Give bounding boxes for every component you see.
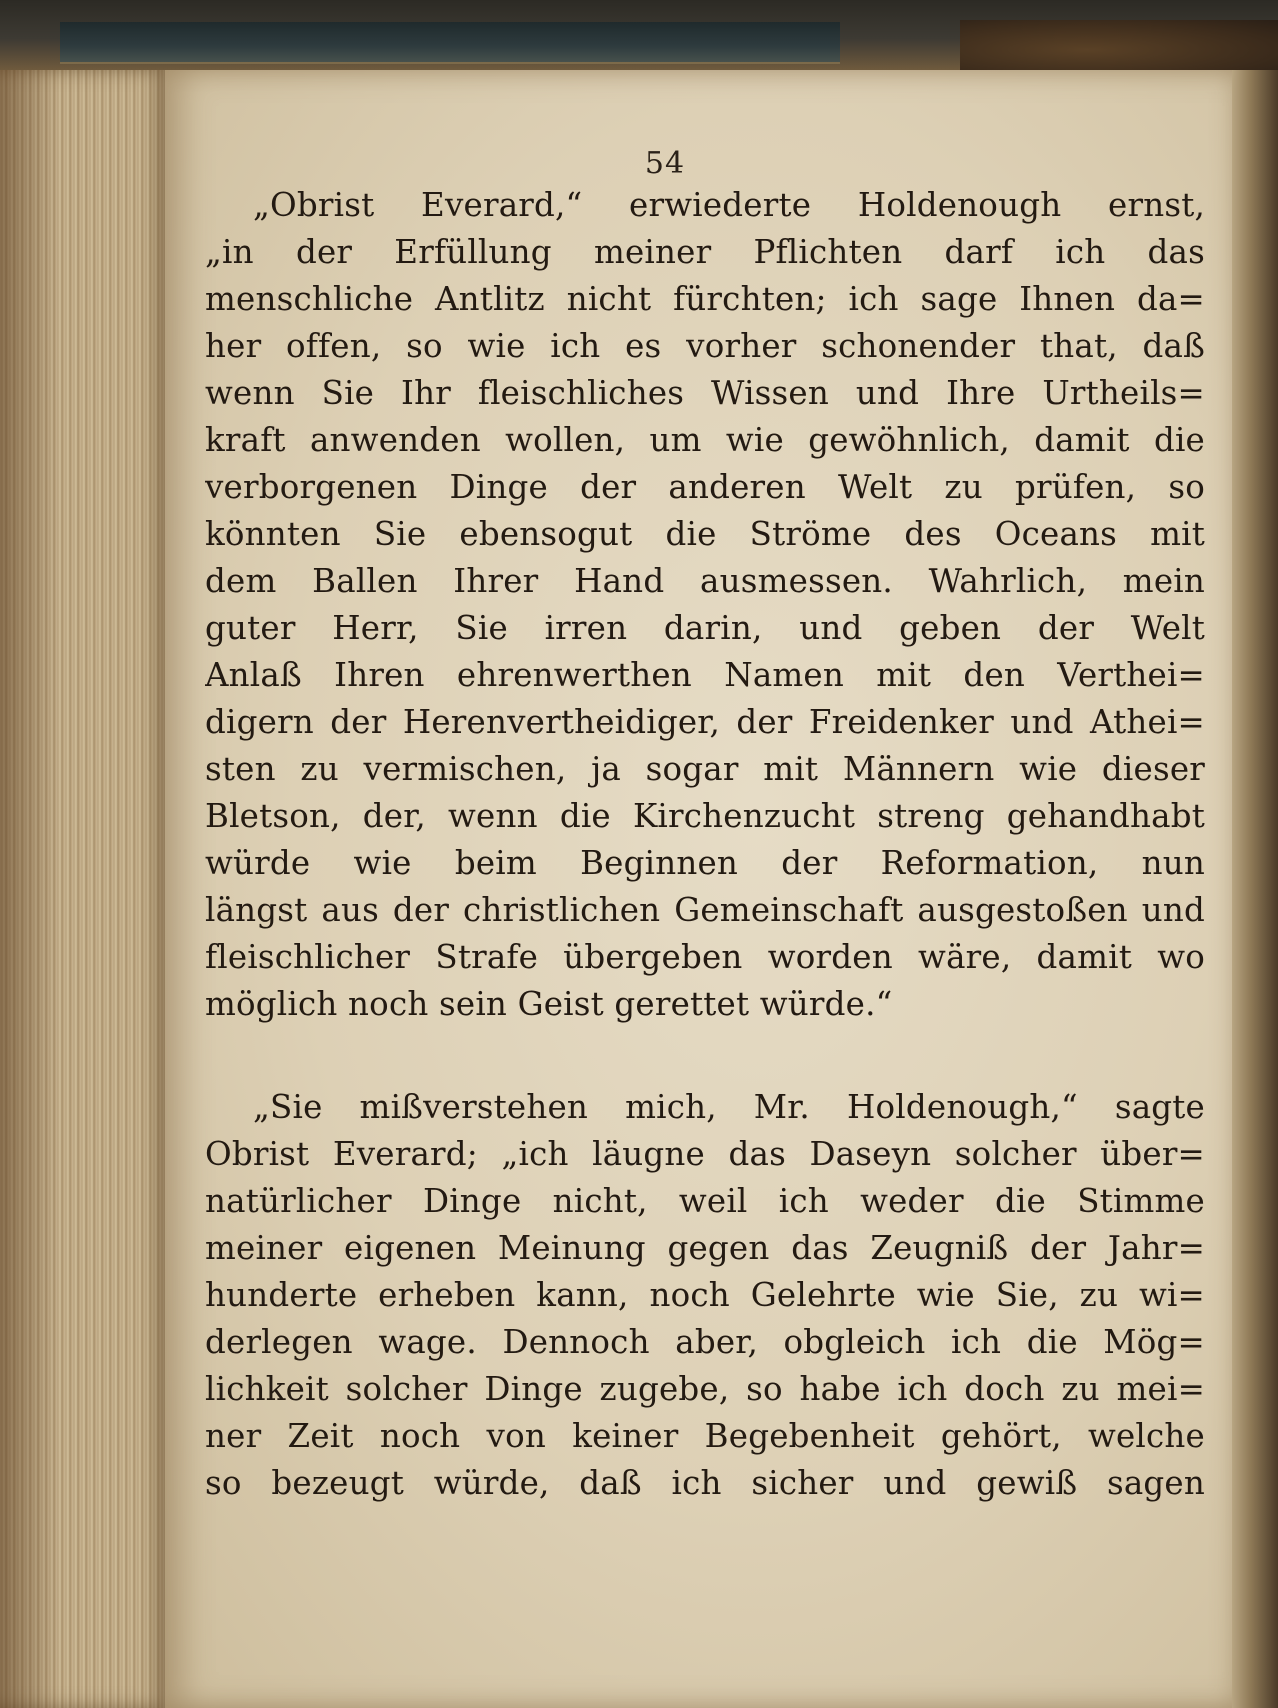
text-line: so bezeugt würde, daß ich sicher und gewiß sagen (205, 1464, 1205, 1502)
text-line: menschliche Antlitz nicht fürchten; ich sage Ihnen da= (205, 280, 1205, 318)
binding-leather (960, 20, 1278, 70)
binding-tape (60, 22, 840, 64)
text-line: fleischlicher Strafe übergeben worden wäre, damit wo (205, 938, 1205, 976)
text-line: guter Herr, Sie irren darin, und geben der Welt (205, 609, 1205, 647)
text-line: Obrist Everard; „ich läugne das Daseyn solcher über= (205, 1135, 1205, 1173)
text-line: lichkeit solcher Dinge zugebe, so habe ich doch zu mei= (205, 1370, 1205, 1408)
text-line: Bletson, der, wenn die Kirchenzucht streng gehandhabt (205, 797, 1205, 835)
paragraph-gap (205, 1028, 1205, 1084)
text-line: wenn Sie Ihr fleischliches Wissen und Ihre Urtheils= (205, 374, 1205, 412)
text-line: längst aus der christlichen Gemeinschaft ausgestoßen und (205, 891, 1205, 929)
text-line: ner Zeit noch von keiner Begebenheit gehört, welche (205, 1417, 1205, 1455)
text-line: „in der Erfüllung meiner Pflichten darf ich das (205, 233, 1205, 271)
text-line: „Sie mißverstehen mich, Mr. Holdenough,“ sagte (253, 1088, 1205, 1126)
text-line: Anlaß Ihren ehrenwerthen Namen mit den Verthei= (205, 656, 1205, 694)
text-line: digern der Herenvertheidiger, der Freidenker und Athei= (205, 703, 1205, 741)
text-line: sten zu vermischen, ja sogar mit Männern wie dieser (205, 750, 1205, 788)
text-line: „Obrist Everard,“ erwiederte Holdenough ernst, (253, 186, 1205, 224)
text-line: möglich noch sein Geist gerettet würde.“ (205, 985, 893, 1023)
paragraph-1 (205, 182, 1205, 1028)
paragraph-2 (205, 1084, 1205, 1507)
text-line: kraft anwenden wollen, um wie gewöhnlich, damit die (205, 421, 1205, 459)
text-line: her offen, so wie ich es vorher schonender that, daß (205, 327, 1205, 365)
page-stack-shadow (0, 70, 60, 1708)
text-line: würde wie beim Beginnen der Reformation, nun (205, 844, 1205, 882)
page-text (205, 182, 1205, 1507)
text-line: natürlicher Dinge nicht, weil ich weder die Stimme (205, 1182, 1205, 1220)
text-line: meiner eigenen Meinung gegen das Zeugniß der Jahr= (205, 1229, 1205, 1267)
text-line: derlegen wage. Dennoch aber, obgleich ich die Mög= (205, 1323, 1205, 1361)
page-number: 54 (644, 146, 686, 181)
book-right-edge (1232, 70, 1278, 1708)
text-line: könnten Sie ebensogut die Ströme des Oceans mit (205, 515, 1205, 553)
text-line: dem Ballen Ihrer Hand ausmessen. Wahrlich, mein (205, 562, 1205, 600)
text-line: verborgenen Dinge der anderen Welt zu prüfen, so (205, 468, 1205, 506)
text-line: hunderte erheben kann, noch Gelehrte wie Sie, zu wi= (205, 1276, 1205, 1314)
